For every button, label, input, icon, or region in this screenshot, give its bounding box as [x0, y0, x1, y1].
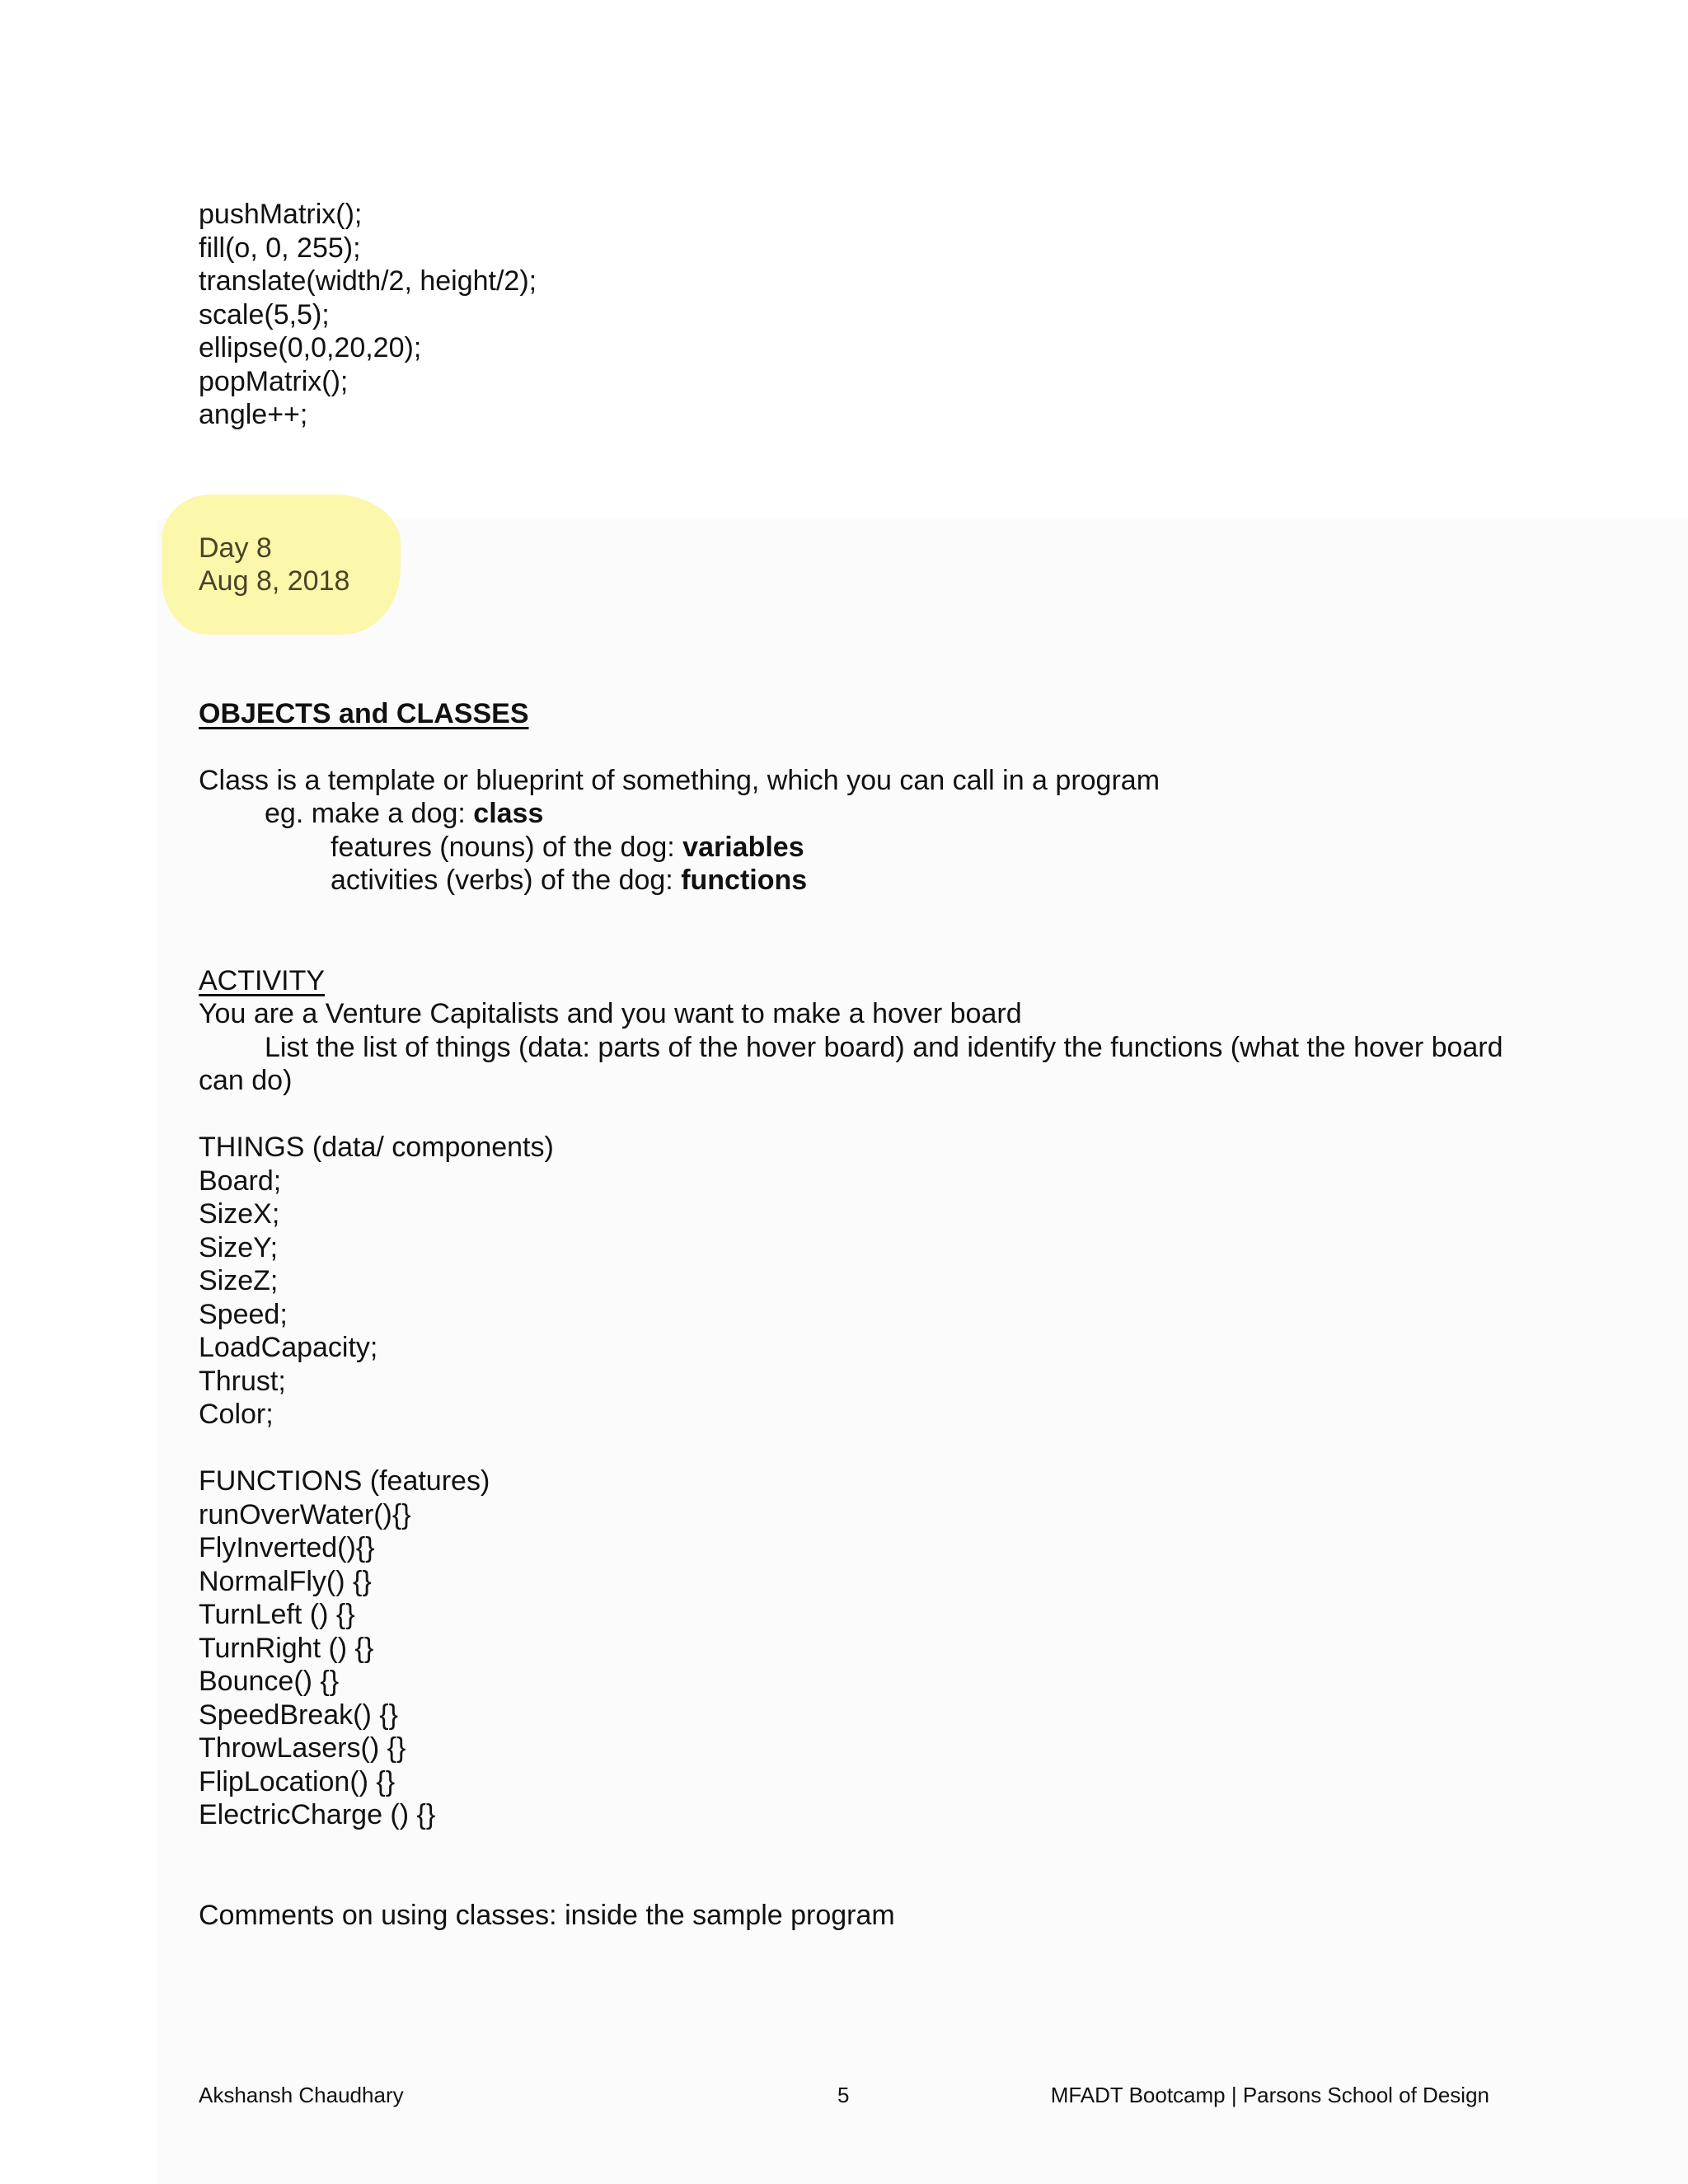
- class-activities: activities (verbs) of the dog: functions: [331, 865, 808, 896]
- date-label: Aug 8, 2018: [199, 565, 350, 597]
- list-item: NormalFly() {}: [199, 1565, 372, 1597]
- code-block: [199, 198, 1550, 432]
- code-line: popMatrix();: [199, 365, 349, 397]
- list-item: ThrowLasers() {}: [199, 1732, 406, 1764]
- footer-page-number: 5: [837, 2083, 850, 2107]
- things-list: [199, 1131, 1550, 1432]
- list-item: SizeX;: [199, 1198, 280, 1230]
- list-item: SizeY;: [199, 1231, 279, 1263]
- class-definition: [199, 764, 1550, 898]
- class-example: eg. make a dog: class: [265, 798, 544, 829]
- code-line: angle++;: [199, 399, 308, 430]
- list-item: Bounce() {}: [199, 1666, 340, 1697]
- things-heading: THINGS (data/ components): [199, 1132, 554, 1163]
- list-item: FlyInverted(){}: [199, 1532, 375, 1563]
- activity-heading: ACTIVITY: [199, 964, 326, 996]
- activity-task: List the list of things (data: parts of the hover board) and identify the functions (what the hover board can do): [199, 1031, 1503, 1096]
- list-item: ElectricCharge () {}: [199, 1799, 436, 1830]
- activity-section: [199, 964, 1550, 1098]
- day-highlight: [199, 532, 1550, 598]
- class-features: features (nouns) of the dog: variables: [331, 831, 804, 863]
- code-line: ellipse(0,0,20,20);: [199, 332, 422, 363]
- functions-list: [199, 1465, 1550, 1832]
- page-footer: [199, 2083, 1489, 2112]
- footer-author: Akshansh Chaudhary: [199, 2083, 404, 2107]
- list-item: SpeedBreak() {}: [199, 1699, 398, 1731]
- activity-intro: You are a Venture Capitalists and you want to make a hover board: [199, 998, 1022, 1029]
- comments-line: Comments on using classes: inside the sample program: [199, 1899, 895, 1931]
- functions-heading: FUNCTIONS (features): [199, 1465, 490, 1497]
- list-item: Board;: [199, 1165, 282, 1197]
- list-item: SizeZ;: [199, 1265, 279, 1296]
- document-body: [199, 198, 1550, 1932]
- list-item: Thrust;: [199, 1365, 286, 1397]
- list-item: Color;: [199, 1399, 274, 1430]
- section-title: OBJECTS and CLASSES: [199, 697, 529, 729]
- list-item: TurnLeft () {}: [199, 1599, 355, 1630]
- list-item: runOverWater(){}: [199, 1498, 411, 1530]
- day-label: Day 8: [199, 532, 272, 564]
- code-line: fill(o, 0, 255);: [199, 232, 361, 264]
- code-line: scale(5,5);: [199, 298, 330, 330]
- code-line: translate(width/2, height/2);: [199, 265, 537, 297]
- list-item: FlipLocation() {}: [199, 1765, 396, 1797]
- code-line: pushMatrix();: [199, 199, 363, 230]
- footer-organization: MFADT Bootcamp | Parsons School of Design: [1050, 2083, 1489, 2107]
- class-intro: Class is a template or blueprint of something, which you can call in a program: [199, 764, 1160, 796]
- list-item: TurnRight () {}: [199, 1632, 374, 1664]
- list-item: Speed;: [199, 1298, 288, 1330]
- list-item: LoadCapacity;: [199, 1332, 378, 1363]
